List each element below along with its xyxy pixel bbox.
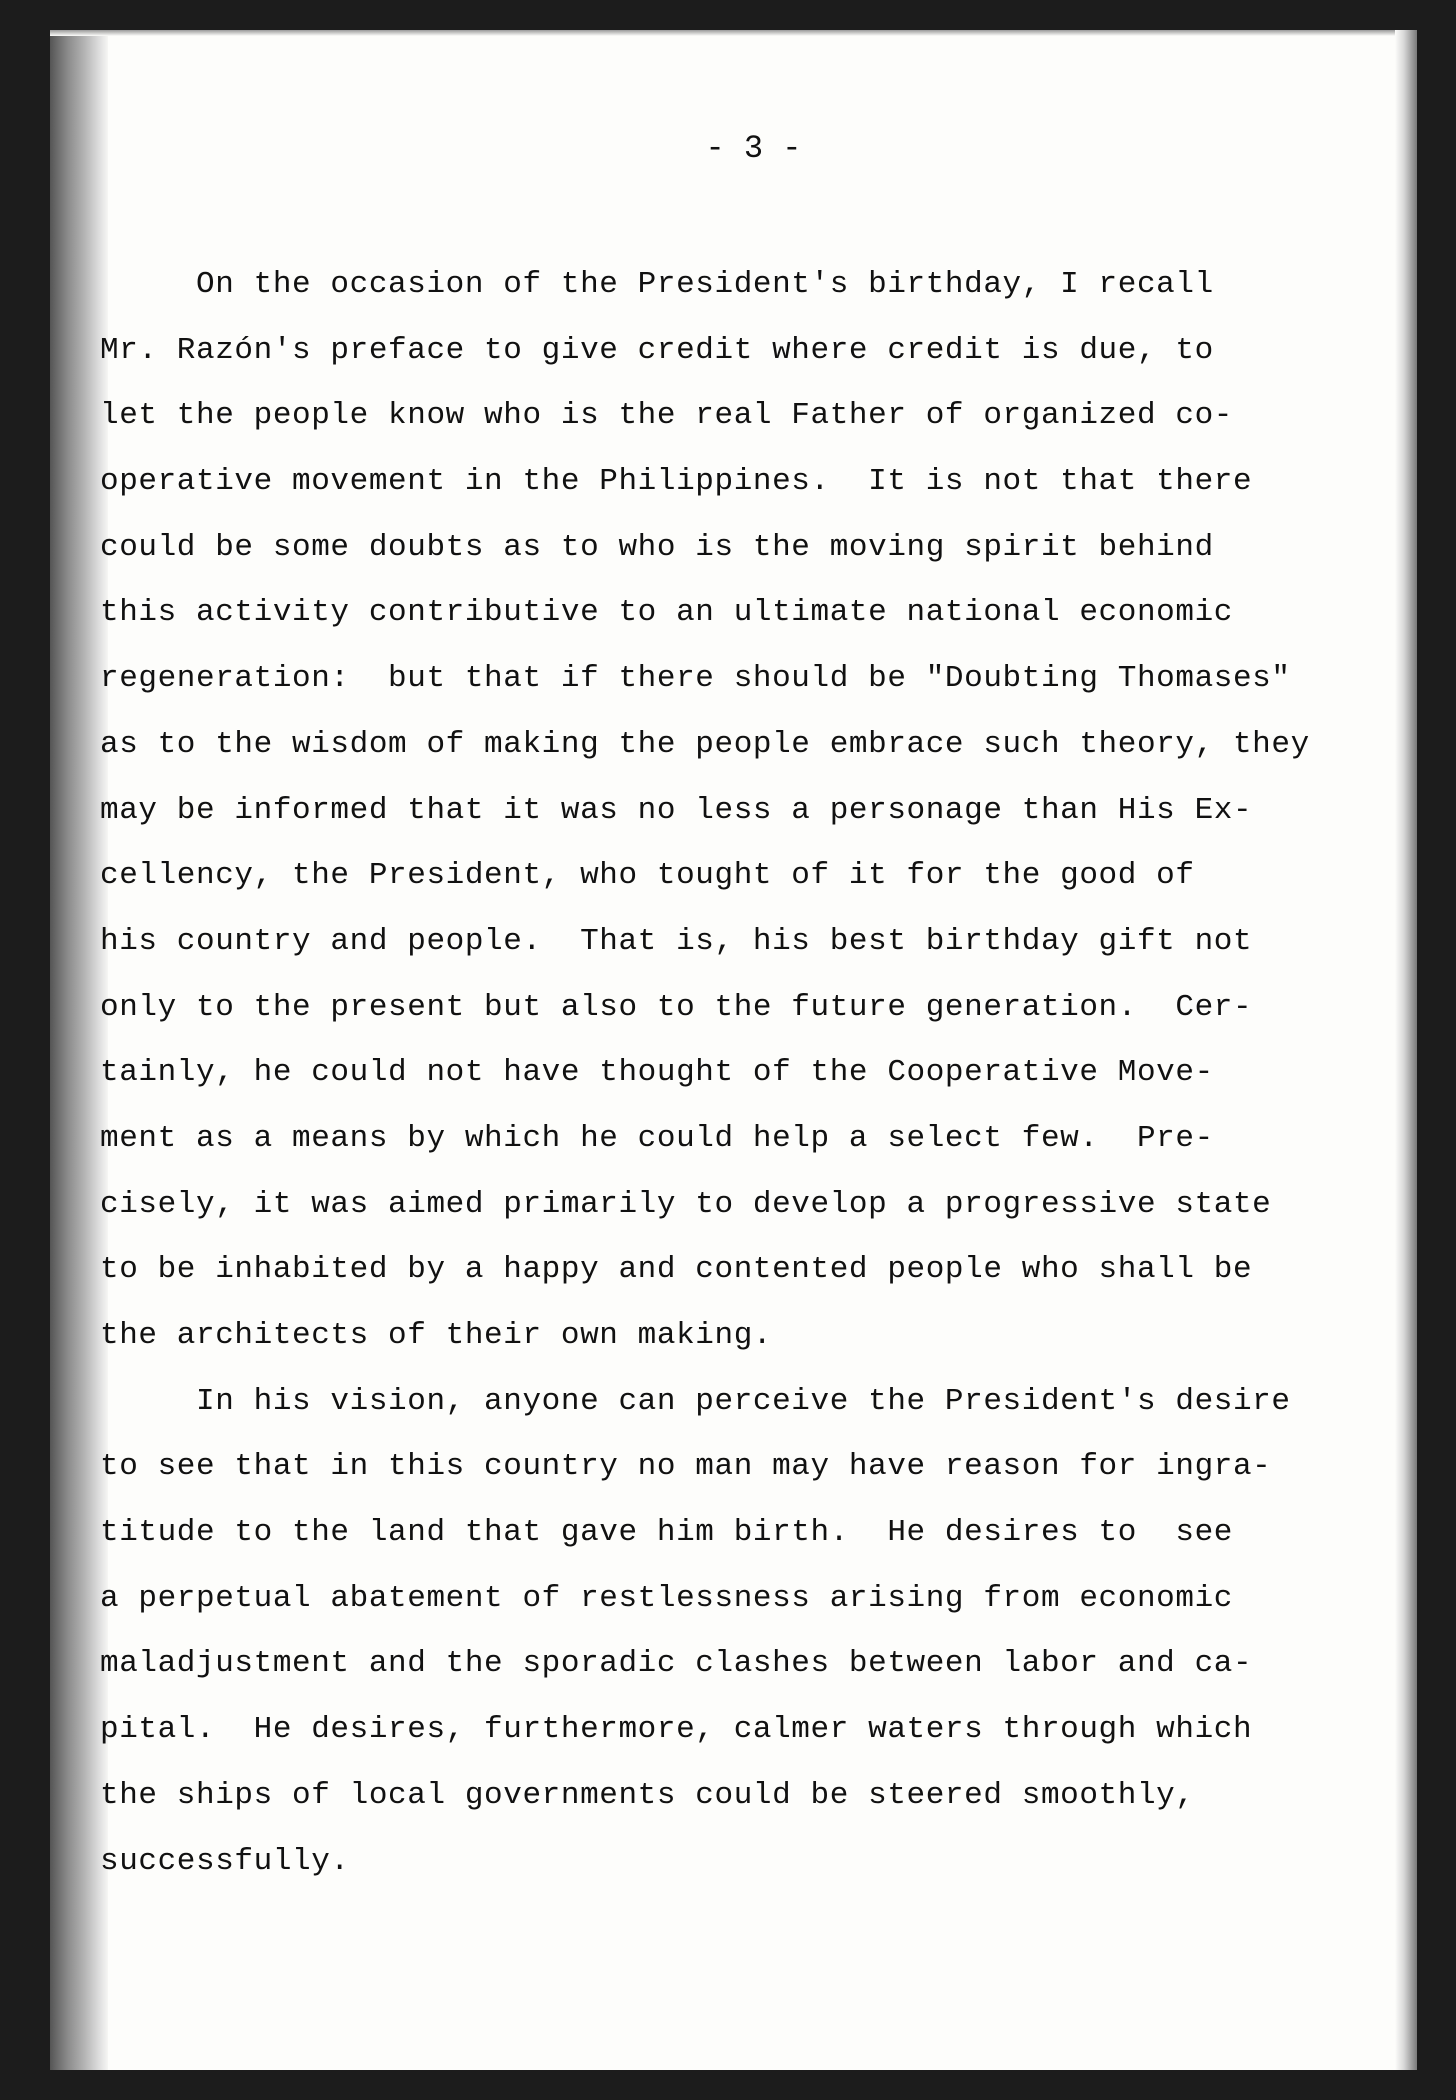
text-line: may be informed that it was no less a personage than His Ex-	[100, 792, 1253, 828]
text-line: Mr. Razón's preface to give credit where credit is due, to	[100, 332, 1214, 368]
text-line: regeneration: but that if there should be "Doubting Thomases"	[100, 661, 1291, 697]
text-line: let the people know who is the real Father of organized co-	[100, 398, 1233, 434]
text-line: the ships of local governments could be steered smoothly,	[100, 1777, 1195, 1813]
text-line: titude to the land that gave him birth. He desires to see	[100, 1515, 1233, 1551]
top-edge-shadow	[50, 30, 1417, 36]
paragraph-2	[100, 1369, 1400, 1895]
text-line: successfully.	[100, 1843, 350, 1879]
text-line: tainly, he could not have thought of the Cooperative Move-	[100, 1055, 1214, 1091]
text-line: ment as a means by which he could help a select few. Pre-	[100, 1120, 1214, 1156]
text-line: maladjustment and the sporadic clashes between labor and ca-	[100, 1646, 1253, 1682]
text-line: operative movement in the Philippines. It is not that there	[100, 464, 1253, 500]
paper-sheet	[50, 30, 1417, 2070]
text-line: pital. He desires, furthermore, calmer waters through which	[100, 1712, 1253, 1748]
text-line: could be some doubts as to who is the moving spirit behind	[100, 529, 1214, 565]
text-line: cisely, it was aimed primarily to develop a progressive state	[100, 1186, 1272, 1222]
text-line: his country and people. That is, his best birthday gift not	[100, 923, 1253, 959]
text-line: this activity contributive to an ultimate national economic	[100, 595, 1233, 631]
text-line: a perpetual abatement of restlessness arising from economic	[100, 1580, 1233, 1616]
body-text	[100, 252, 1400, 1894]
text-line: as to the wisdom of making the people embrace such theory, they	[100, 726, 1310, 762]
page-number: - 3 -	[705, 130, 802, 167]
text-line: On the occasion of the President's birthday, I recall	[100, 267, 1214, 302]
text-line: to be inhabited by a happy and contented people who shall be	[100, 1252, 1253, 1288]
text-line: to see that in this country no man may have reason for ingra-	[100, 1449, 1272, 1485]
text-line: cellency, the President, who tought of it for the good of	[100, 858, 1195, 894]
text-line: only to the present but also to the future generation. Cer-	[100, 989, 1253, 1025]
text-line: In his vision, anyone can perceive the President's desire	[100, 1383, 1291, 1419]
paragraph-1	[100, 252, 1400, 1369]
text-line: the architects of their own making.	[100, 1318, 773, 1353]
